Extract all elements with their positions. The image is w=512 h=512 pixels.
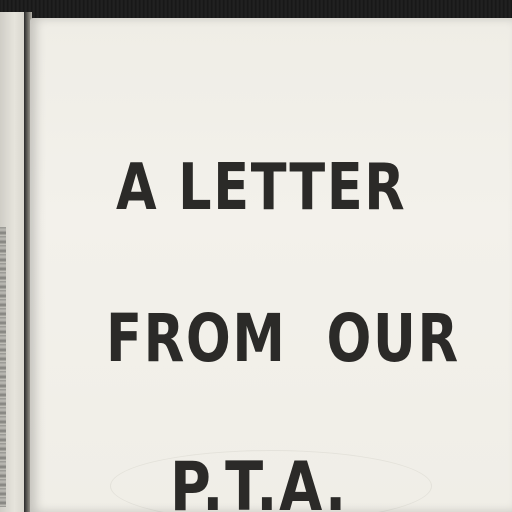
headline-line-1: A LETTER [116,151,407,225]
headline-line-3: P.T.A. [170,448,348,512]
left-page-photo-fragment [0,227,6,507]
left-page-edge [0,12,24,512]
main-page [30,18,512,512]
headline-line-2: FROM OUR [106,300,460,377]
